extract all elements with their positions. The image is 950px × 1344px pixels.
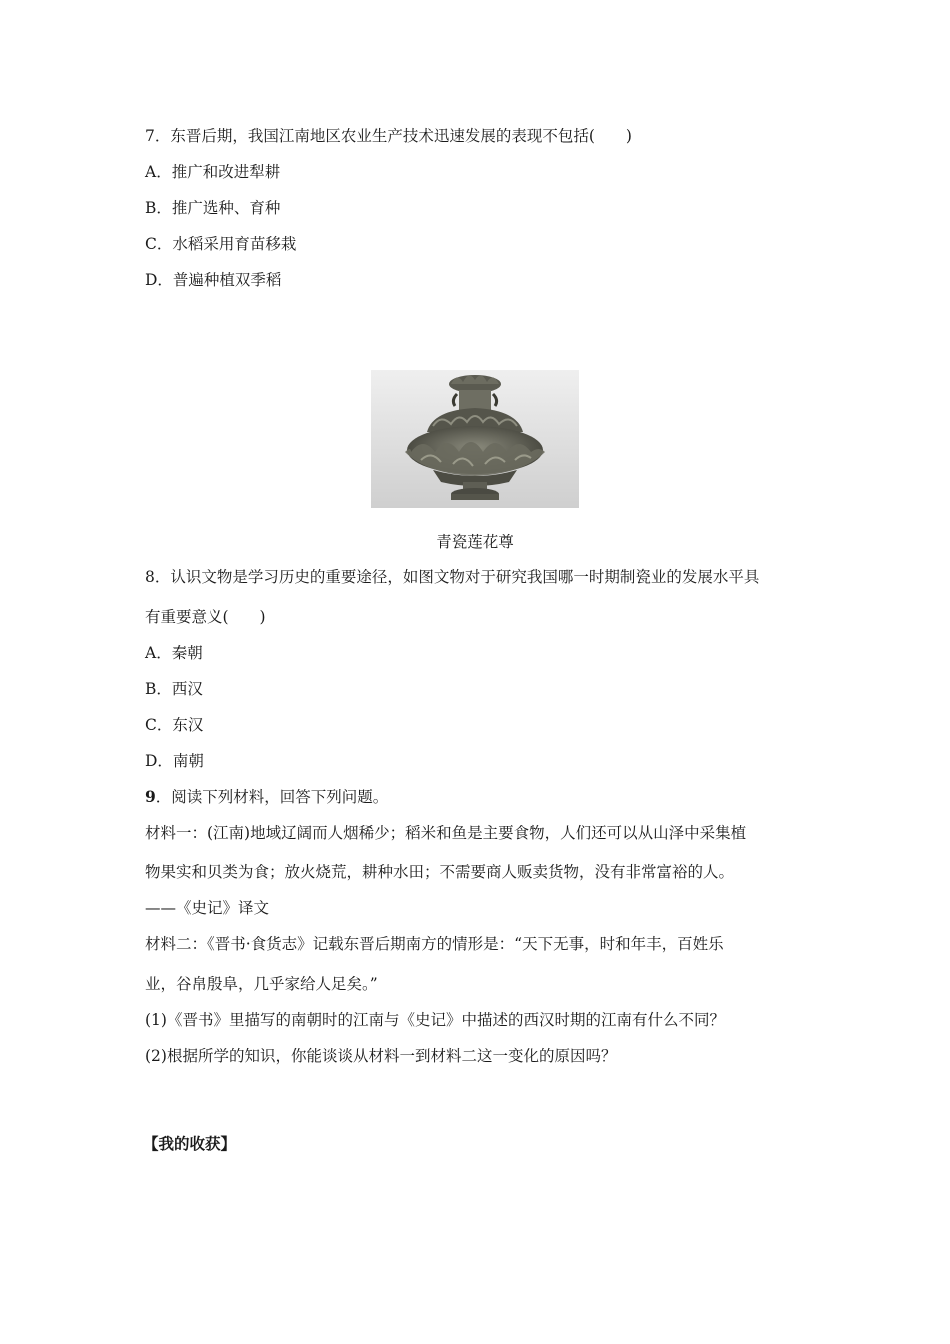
harvest-heading: 【我的收获】 [143,1134,237,1153]
q9-material1-line2: 物果实和贝类为食；放火烧荒，耕种水田；不需要商人贩卖货物，没有非常富裕的人。 [145,863,735,881]
q8-option-d: D．南朝 [145,752,204,770]
q7-stem: 7．东晋后期，我国江南地区农业生产技术迅速发展的表现不包括( ) [145,127,632,145]
q9-material2-line1: 材料二：《晋书·食货志》记载东晋后期南方的情形是：“天下无事，时和年丰，百姓乐 [145,935,724,953]
q8-option-a: A．秦朝 [145,644,203,662]
q7-option-d: D．普遍种植双季稻 [145,271,282,289]
q7-option-c: C．水稻采用育苗移栽 [145,235,297,253]
q7-option-b: B．推广选种、育种 [145,199,281,217]
q8-option-c: C．东汉 [145,716,204,734]
celadon-lotus-vessel-icon [371,370,579,508]
q9-title-text: ．阅读下列材料，回答下列问题。 [155,788,389,806]
q9-number: 9 [145,787,156,806]
q8-option-b: B．西汉 [145,680,203,698]
q9-title [145,787,388,807]
q9-material2-line2: 业，谷帛殷阜，几乎家给人足矣。” [145,975,378,993]
q9-subquestion-1: (1)《晋书》里描写的南朝时的江南与《史记》中描述的西汉时期的江南有什么不同？ [145,1011,725,1029]
q9-source: ——《史记》译文 [145,899,270,917]
figure-caption: 青瓷莲花尊 [436,533,514,551]
q7-option-a: A．推广和改进犁耕 [145,163,281,181]
q8-stem-line2: 有重要意义( ) [145,608,266,626]
q9-material1-line1: 材料一：(江南)地域辽阔而人烟稀少；稻米和鱼是主要食物，人们还可以从山泽中采集植 [145,824,747,842]
q8-stem-line1: 8．认识文物是学习历史的重要途径，如图文物对于研究我国哪一时期制瓷业的发展水平具 [145,568,760,586]
celadon-lotus-vessel-photo [371,370,579,508]
q9-subquestion-2: (2)根据所学的知识，你能谈谈从材料一到材料二这一变化的原因吗？ [145,1047,617,1065]
